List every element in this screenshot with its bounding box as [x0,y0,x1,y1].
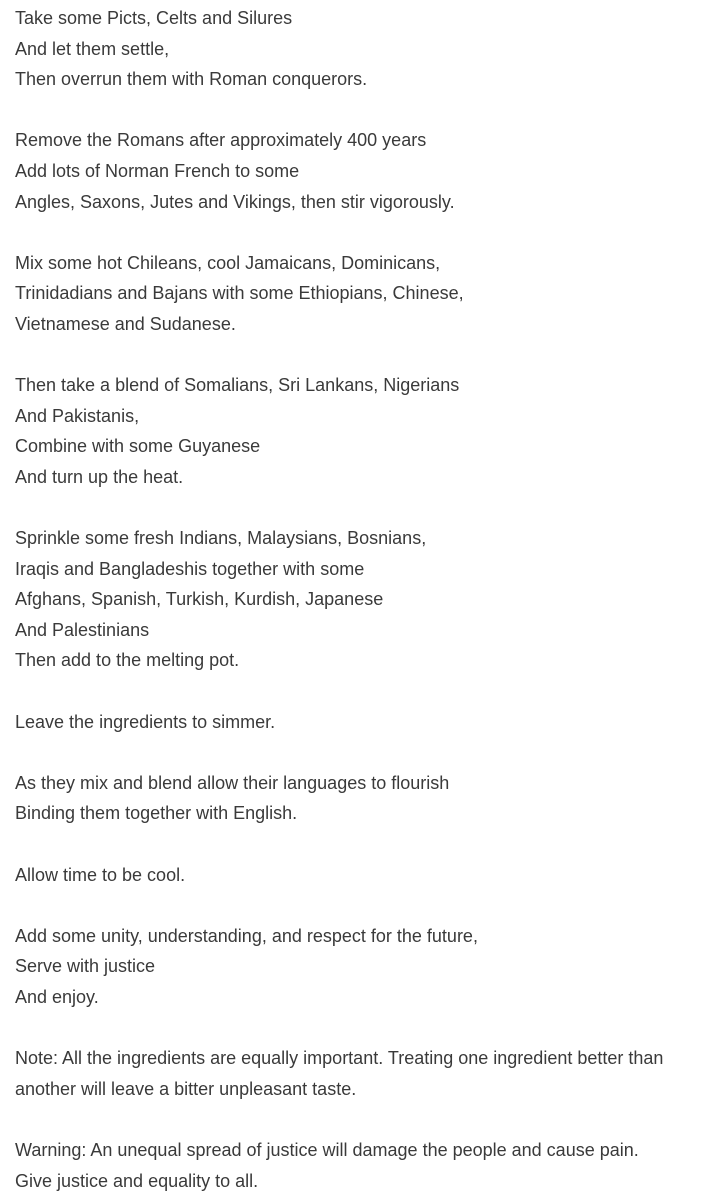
poem-line: Afghans, Spanish, Turkish, Kurdish, Japanese [15,589,384,610]
poem-line: Angles, Saxons, Jutes and Vikings, then stir vigorously. [15,191,455,212]
stanza-4 [15,370,723,492]
poem-line: Iraqis and Bangladeshis together with some [15,558,365,579]
poem-line: Remove the Romans after approximately 400 years [15,130,427,151]
poem-line: Serve with justice [15,956,156,977]
poem-line: And enjoy. [15,987,99,1007]
poem-line: Mix some hot Chileans, cool Jamaicans, Dominicans, [15,252,441,273]
poem-line: Then take a blend of Somalians, Sri Lankans, Nigerians [15,375,460,396]
poem-line: Leave the ingredients to simmer. [15,711,276,732]
stanza-5 [15,523,723,676]
stanza-7 [15,768,723,829]
poem-line: Then overrun them with Roman conquerors. [15,69,368,90]
poem-line: Take some Picts, Celts and Silures [15,8,293,28]
poem-line: Then add to the melting pot. [15,650,240,671]
poem-line: Allow time to be cool. [15,864,186,885]
warning-line: Warning: An unequal spread of justice will damage the people and cause pain. [15,1139,639,1160]
poem-line: Add lots of Norman French to some [15,160,300,181]
poem-line: Combine with some Guyanese [15,436,261,457]
poem-line: And Palestinians [15,619,150,640]
poem-line: Sprinkle some fresh Indians, Malaysians, Bosnians, [15,528,427,549]
stanza-2 [15,125,723,217]
poem-line: And let them settle, [15,38,170,59]
poem-line: Binding them together with English. [15,803,298,824]
warning-line: Give justice and equality to all. [15,1170,259,1191]
poem-line: Vietnamese and Sudanese. [15,313,236,334]
stanza-8 [15,860,723,891]
poem-line: Trinidadians and Bajans with some Ethiopians, Chinese, [15,283,464,304]
stanza-3 [15,248,723,340]
stanza-1 [15,3,723,95]
note-paragraph: Note: All the ingredients are equally important. Treating one ingredient better than another will leave a bitter unpleasant taste. [15,1048,664,1099]
poem-line: Add some unity, understanding, and respect for the future, [15,925,478,946]
stanza-9 [15,921,723,1013]
poem-line: And turn up the heat. [15,466,184,487]
warning-paragraph [15,1135,723,1196]
stanza-6 [15,707,723,738]
poem-line: As they mix and blend allow their languages to flourish [15,772,450,793]
poem-line: And Pakistanis, [15,405,140,426]
